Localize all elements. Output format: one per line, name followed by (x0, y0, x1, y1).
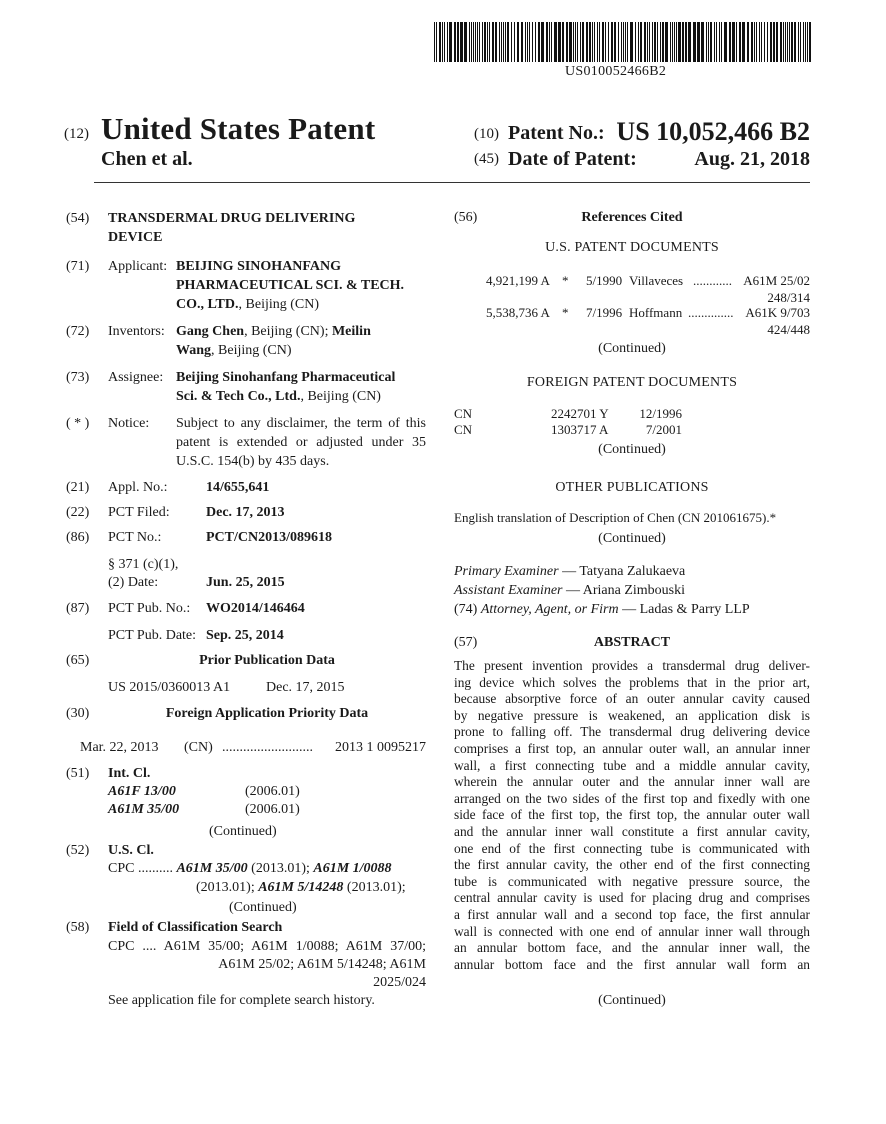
barcode-bar (716, 22, 717, 62)
us-doc-dots: ............ (693, 273, 732, 288)
barcode-bar (747, 22, 749, 62)
abstract-line: by negative pressure is weakened, an application disk is (454, 707, 810, 723)
barcode-bar (697, 22, 700, 62)
pct-no: PCT/CN2013/089618 (206, 530, 332, 545)
barcode-bar (551, 22, 552, 62)
abstract-code: (57) (454, 635, 478, 650)
us-doc-date: 5/1990 (586, 273, 623, 288)
barcode-bar (514, 22, 515, 62)
barcode-bar (724, 22, 727, 62)
barcode-bar (454, 22, 456, 62)
barcode-bar (525, 22, 526, 62)
applicant-line2: PHARMACEUTICAL SCI. & TECH. (176, 278, 405, 293)
barcode-bar (592, 22, 593, 62)
barcode-bar (602, 22, 604, 62)
barcode-bar (546, 22, 548, 62)
barcode-bar (471, 22, 472, 62)
barcode-bar (503, 22, 504, 62)
cpc3-year: (2013.01); (343, 880, 406, 895)
cpc1-year: (2013.01); (247, 861, 314, 876)
barcode-bar (484, 22, 486, 62)
us-doc-name: Hoffmann (629, 305, 683, 320)
attorney-code: (74) (454, 602, 478, 617)
doc-type-title: United States Patent (101, 111, 376, 146)
uscl-continued: (Continued) (229, 900, 297, 915)
us-docs-heading: U.S. PATENT DOCUMENTS (545, 240, 719, 255)
abstract-line: and the annular inner wall constitute a first annular cavity, (454, 823, 810, 839)
inventor2-a: Meilin (331, 324, 371, 339)
barcode-bar (794, 22, 796, 62)
uscl-code: (52) (66, 843, 90, 858)
field-line1: CPC .... A61M 35/00; A61M 1/0088; A61M 37/00; (108, 939, 426, 954)
barcode-bar (732, 22, 735, 62)
assignee-line1: Beijing Sinohanfang Pharmaceutical (176, 370, 396, 385)
assignee-line2-rest: , Beijing (CN) (300, 389, 381, 404)
barcode-bar (597, 22, 598, 62)
barcode-bar (688, 22, 691, 62)
barcode-bar (621, 22, 622, 62)
abstract-heading: ABSTRACT (593, 635, 671, 650)
us-doc-subclass: 248/314 (767, 290, 810, 305)
code-10: (10) (474, 126, 499, 142)
barcode-bar (676, 22, 677, 62)
us-doc-name: Villaveces (629, 273, 684, 288)
barcode-bar (464, 22, 467, 62)
notice-line1: Subject to any disclaimer, the term of this (176, 416, 426, 431)
barcode-bar (535, 22, 536, 62)
abstract-line: a first annular wall and a second top face, the first annular (454, 906, 810, 922)
barcode-bar (742, 22, 745, 62)
us-doc-subclass: 424/448 (767, 322, 810, 337)
barcode-bar (756, 22, 757, 62)
barcode-bar (618, 22, 619, 62)
date-label: Date of Patent: (508, 148, 637, 170)
barcode-bar (477, 22, 478, 62)
barcode-bar (647, 22, 648, 62)
barcode-bar (701, 22, 704, 62)
foreign-docs-continued: (Continued) (598, 442, 666, 457)
notice-label: Notice: (108, 416, 150, 431)
notice-code: ( * ) (66, 416, 90, 431)
uscl-label: U.S. Cl. (108, 843, 154, 858)
s371-line1: § 371 (c)(1), (108, 557, 179, 572)
barcode-bar (492, 22, 494, 62)
pub-date: Sep. 25, 2014 (206, 628, 284, 643)
refs-code: (56) (454, 210, 478, 225)
abstract-line: an annular bottom face, and the annular inner wall, the (454, 940, 810, 956)
barcode-bar (649, 22, 650, 62)
barcode-bar (630, 22, 633, 62)
barcode-bar (511, 22, 512, 62)
patent-no-label: Patent No.: (508, 122, 605, 144)
abstract-line: because absorptive force of an outer annular cavity caused (454, 691, 810, 707)
assignee-code: (73) (66, 370, 90, 385)
foreign-doc-date: 7/2001 (645, 422, 682, 437)
barcode-bar (783, 22, 784, 62)
intcl-code: (51) (66, 766, 90, 781)
foreign-dots: .......................... (222, 740, 313, 755)
intcl2: A61M 35/00 (108, 802, 180, 817)
abstract-line: comprises a first top, an annular outer wall, an annular inner (454, 740, 810, 756)
barcode-bar (773, 22, 775, 62)
applicant-line1: BEIJING SINOHANFANG (176, 259, 342, 274)
abstract-line: wherein the annular outer and the annular inner wall are (454, 774, 810, 790)
foreign-docs-heading: FOREIGN PATENT DOCUMENTS (526, 375, 738, 390)
field-line2: A61M 25/02; A61M 5/14248; A61M (218, 957, 426, 972)
barcode-bar (558, 22, 561, 62)
code-45: (45) (474, 151, 499, 167)
barcode-bar (475, 22, 476, 62)
barcode-bar (670, 22, 671, 62)
us-doc-dots: .............. (688, 305, 734, 320)
assignee-line2-bold: Sci. & Tech Co., Ltd. (176, 389, 301, 404)
other-pubs-heading: OTHER PUBLICATIONS (555, 480, 709, 495)
appl-code: (21) (66, 480, 90, 495)
other-pub: English translation of Description of Chen (CN 201061675).* (454, 510, 777, 525)
pct-no-label: PCT No.: (108, 530, 162, 545)
barcode-number: US010052466B2 (565, 64, 667, 79)
barcode-bar (532, 22, 533, 62)
intcl-continued: (Continued) (209, 824, 277, 839)
barcode-bar (549, 22, 550, 62)
barcode-bar (436, 22, 437, 62)
inventor2-loc: , Beijing (CN) (211, 343, 292, 358)
barcode-bar (457, 22, 459, 62)
us-docs-continued: (Continued) (598, 341, 666, 356)
barcode-bar (660, 22, 661, 62)
barcode-bar (652, 22, 653, 62)
cpc1: A61M 35/00 (176, 861, 248, 876)
barcode-bar (439, 22, 441, 62)
pub-no-label: PCT Pub. No.: (108, 601, 191, 616)
field-code: (58) (66, 920, 90, 935)
inventor-short: Chen et al. (101, 148, 193, 170)
us-doc-class: A61M 25/02 (743, 273, 810, 288)
cpc2-year: (2013.01); (196, 880, 259, 895)
patent-date: Aug. 21, 2018 (694, 148, 810, 170)
applicant-line3-bold: CO., LTD. (176, 297, 239, 312)
barcode-bar (614, 22, 616, 62)
foreign-doc-no: 1303717 A (551, 422, 609, 437)
barcode-bar (573, 22, 574, 62)
barcode-bar (729, 22, 731, 62)
intcl-label: Int. Cl. (108, 766, 151, 781)
barcode-bar (479, 22, 480, 62)
barcode-bar (611, 22, 613, 62)
prior-heading: Prior Publication Data (199, 653, 335, 668)
title-code: (54) (66, 211, 90, 226)
refs-heading: References Cited (581, 210, 683, 225)
notice-line2: patent is extended or adjusted under 35 (176, 435, 426, 450)
abstract-line: The present invention provides a transdermal drug deliver- (454, 658, 810, 673)
foreign-doc-country: CN (454, 422, 473, 437)
barcode-bar (751, 22, 753, 62)
barcode-bar (736, 22, 737, 62)
barcode-bar (674, 22, 675, 62)
cpc-label: CPC .......... (108, 861, 173, 876)
abstract-line: one end of the first connecting tube is communicated with (454, 840, 810, 856)
barcode-bar (767, 22, 768, 62)
barcode-bar (764, 22, 765, 62)
barcode-bar (627, 22, 628, 62)
barcode-bar (800, 22, 801, 62)
primary-examiner-name: — Tatyana Zalukaeva (558, 564, 686, 579)
cpc2: A61M 1/0088 (313, 861, 392, 876)
barcode-bar (809, 22, 811, 62)
prior-code: (65) (66, 653, 90, 668)
foreign-doc-no: 2242701 Y (551, 406, 609, 421)
abstract-line: wall is connected with one end of annular inner wall through (454, 923, 810, 939)
foreign-doc-date: 12/1996 (639, 406, 682, 421)
attorney-label: Attorney, Agent, or Firm (480, 602, 619, 617)
foreign-code: (30) (66, 706, 90, 721)
barcode-bar (586, 22, 588, 62)
barcode-bar (501, 22, 502, 62)
barcode-bar (785, 22, 786, 62)
barcode-bar (434, 22, 435, 62)
foreign-date: Mar. 22, 2013 (80, 740, 159, 755)
pct-no-code: (86) (66, 530, 90, 545)
field-line4: See application file for complete search history. (108, 993, 375, 1008)
abstract-line: annular bottom face and the first annular wall form an (454, 956, 810, 972)
barcode-bar (499, 22, 500, 62)
barcode-bar (807, 22, 808, 62)
barcode-bar (487, 22, 488, 62)
pct-filed-label: PCT Filed: (108, 505, 170, 520)
barcode-bar (665, 22, 668, 62)
barcode-bar (789, 22, 790, 62)
barcode-bar (635, 22, 636, 62)
inventors-label: Inventors: (108, 324, 165, 339)
pct-filed: Dec. 17, 2013 (206, 505, 285, 520)
abstract-line: prone to falling off. The transdermal drug delivering device (454, 724, 810, 740)
foreign-no: 2013 1 0095217 (335, 740, 426, 755)
barcode-bar (791, 22, 793, 62)
us-doc-date: 7/1996 (586, 305, 623, 320)
us-doc-star: * (562, 273, 569, 288)
barcode-bar (580, 22, 581, 62)
title-line1: TRANSDERMAL DRUG DELIVERING (108, 211, 356, 226)
us-doc-class: A61K 9/703 (745, 305, 810, 320)
inventor1-loc: , Beijing (CN); (244, 324, 332, 339)
applicant-line3-rest: , Beijing (CN) (238, 297, 320, 312)
pub-date-label: PCT Pub. Date: (108, 628, 197, 643)
abstract-line: central annular cavity is used for placing drug and comprises (454, 890, 810, 906)
barcode-bar (623, 22, 624, 62)
s371-line2: (2) Date: (108, 575, 159, 590)
cpc3: A61M 5/14248 (258, 880, 344, 895)
barcode-bar (739, 22, 741, 62)
barcode-bar (754, 22, 755, 62)
abstract-line: side face of the first top, the first top, the annular outer wall (454, 807, 810, 823)
header-divider (94, 182, 810, 183)
barcode-bar (521, 22, 523, 62)
assistant-examiner-label: Assistant Examiner (454, 583, 563, 598)
barcode-bar (449, 22, 452, 62)
barcode-bar (761, 22, 762, 62)
barcode-bar (538, 22, 540, 62)
prior-pub: US 2015/0360013 A1 (108, 680, 231, 695)
barcode-bar (562, 22, 564, 62)
barcode-bar (685, 22, 687, 62)
barcode-bar (469, 22, 470, 62)
barcode-bar (594, 22, 595, 62)
barcode-bar (682, 22, 684, 62)
applicant-label: Applicant: (108, 259, 168, 274)
barcode-bar (721, 22, 722, 62)
barcode-bar (719, 22, 720, 62)
barcode-bar (473, 22, 474, 62)
abstract-line: ing device which solves the problems that in the prior art, (454, 674, 810, 690)
barcode-bar (541, 22, 544, 62)
assistant-examiner-name: — Ariana Zimbouski (562, 583, 685, 598)
attorney-name: — Ladas & Parry LLP (618, 602, 750, 617)
abstract-line: wall, a first connecting tube and a middle annular cavity, (454, 757, 810, 773)
barcode-bar (577, 22, 578, 62)
barcode-bar (662, 22, 664, 62)
applicant-code: (71) (66, 259, 90, 274)
us-doc-no: 5,538,736 A (486, 305, 550, 320)
barcode-bar (710, 22, 712, 62)
barcode-bar (566, 22, 568, 62)
barcode-bar (708, 22, 709, 62)
abstract-body (454, 658, 810, 973)
patent-no: US 10,052,466 B2 (616, 117, 810, 146)
abstract-continued: (Continued) (598, 993, 666, 1008)
field-line3: 2025/024 (373, 975, 426, 990)
barcode-bar (608, 22, 609, 62)
title-line2: DEVICE (108, 230, 163, 245)
pct-filed-code: (22) (66, 505, 90, 520)
code-12: (12) (64, 126, 89, 142)
field-label: Field of Classification Search (108, 920, 283, 935)
barcode-bar (706, 22, 707, 62)
barcode-bar (780, 22, 782, 62)
appl-label: Appl. No.: (108, 480, 168, 495)
prior-date: Dec. 17, 2015 (266, 680, 345, 695)
s371-date: Jun. 25, 2015 (206, 575, 285, 590)
barcode-bar (625, 22, 626, 62)
barcode-bar (495, 22, 497, 62)
barcode-bar (442, 22, 443, 62)
barcode-bar (693, 22, 696, 62)
barcode-bar (640, 22, 642, 62)
barcode-bar (482, 22, 483, 62)
inventor1: Gang Chen (176, 324, 245, 339)
barcode-bar (776, 22, 778, 62)
us-doc-star: * (562, 305, 569, 320)
barcode-bar (575, 22, 576, 62)
abstract-line: arranged on the two sides of the first top and fixedly with one (454, 790, 810, 806)
barcode-bar (554, 22, 557, 62)
foreign-country: (CN) (184, 740, 213, 755)
barcode-bar (638, 22, 639, 62)
barcode-bar (527, 22, 528, 62)
intcl1: A61F 13/00 (108, 784, 176, 799)
barcode-bar (805, 22, 806, 62)
barcode-bar (505, 22, 506, 62)
barcode-bar (672, 22, 673, 62)
barcode-bar (569, 22, 572, 62)
barcode-bar (489, 22, 490, 62)
barcode-bar (529, 22, 530, 62)
barcode-bar (644, 22, 646, 62)
barcode-bar (787, 22, 788, 62)
barcode-bar (589, 22, 591, 62)
foreign-heading: Foreign Application Priority Data (165, 706, 369, 721)
barcode-bar (447, 22, 448, 62)
barcode-bar (582, 22, 584, 62)
assignee-label: Assignee: (108, 370, 164, 385)
barcode-bar (803, 22, 804, 62)
other-pubs-continued: (Continued) (598, 531, 666, 546)
barcode-bar (507, 22, 509, 62)
intcl1-year: (2006.01) (245, 784, 300, 799)
notice-line3: U.S.C. 154(b) by 435 days. (176, 454, 330, 469)
inventor2-b: Wang (176, 343, 212, 358)
foreign-doc-country: CN (454, 406, 473, 421)
barcode-bar (444, 22, 445, 62)
barcode (434, 22, 811, 62)
barcode-bar (654, 22, 656, 62)
pub-no: WO2014/146464 (206, 601, 305, 616)
barcode-bar (678, 22, 681, 62)
barcode-bar (599, 22, 600, 62)
barcode-bar (517, 22, 519, 62)
barcode-bar (605, 22, 606, 62)
barcode-bar (460, 22, 463, 62)
abstract-line: tube is communicated with negative pressure source, the (454, 873, 810, 889)
primary-examiner-label: Primary Examiner (454, 564, 559, 579)
pub-no-code: (87) (66, 601, 90, 616)
intcl2-year: (2006.01) (245, 802, 300, 817)
abstract-line: the first annular cavity, the other end of the first connecting (454, 857, 810, 873)
appl-no: 14/655,641 (206, 480, 270, 495)
barcode-bar (714, 22, 715, 62)
inventors-code: (72) (66, 324, 90, 339)
barcode-bar (798, 22, 799, 62)
barcode-bar (770, 22, 772, 62)
us-doc-no: 4,921,199 A (486, 273, 550, 288)
barcode-bar (759, 22, 760, 62)
barcode-bar (657, 22, 658, 62)
